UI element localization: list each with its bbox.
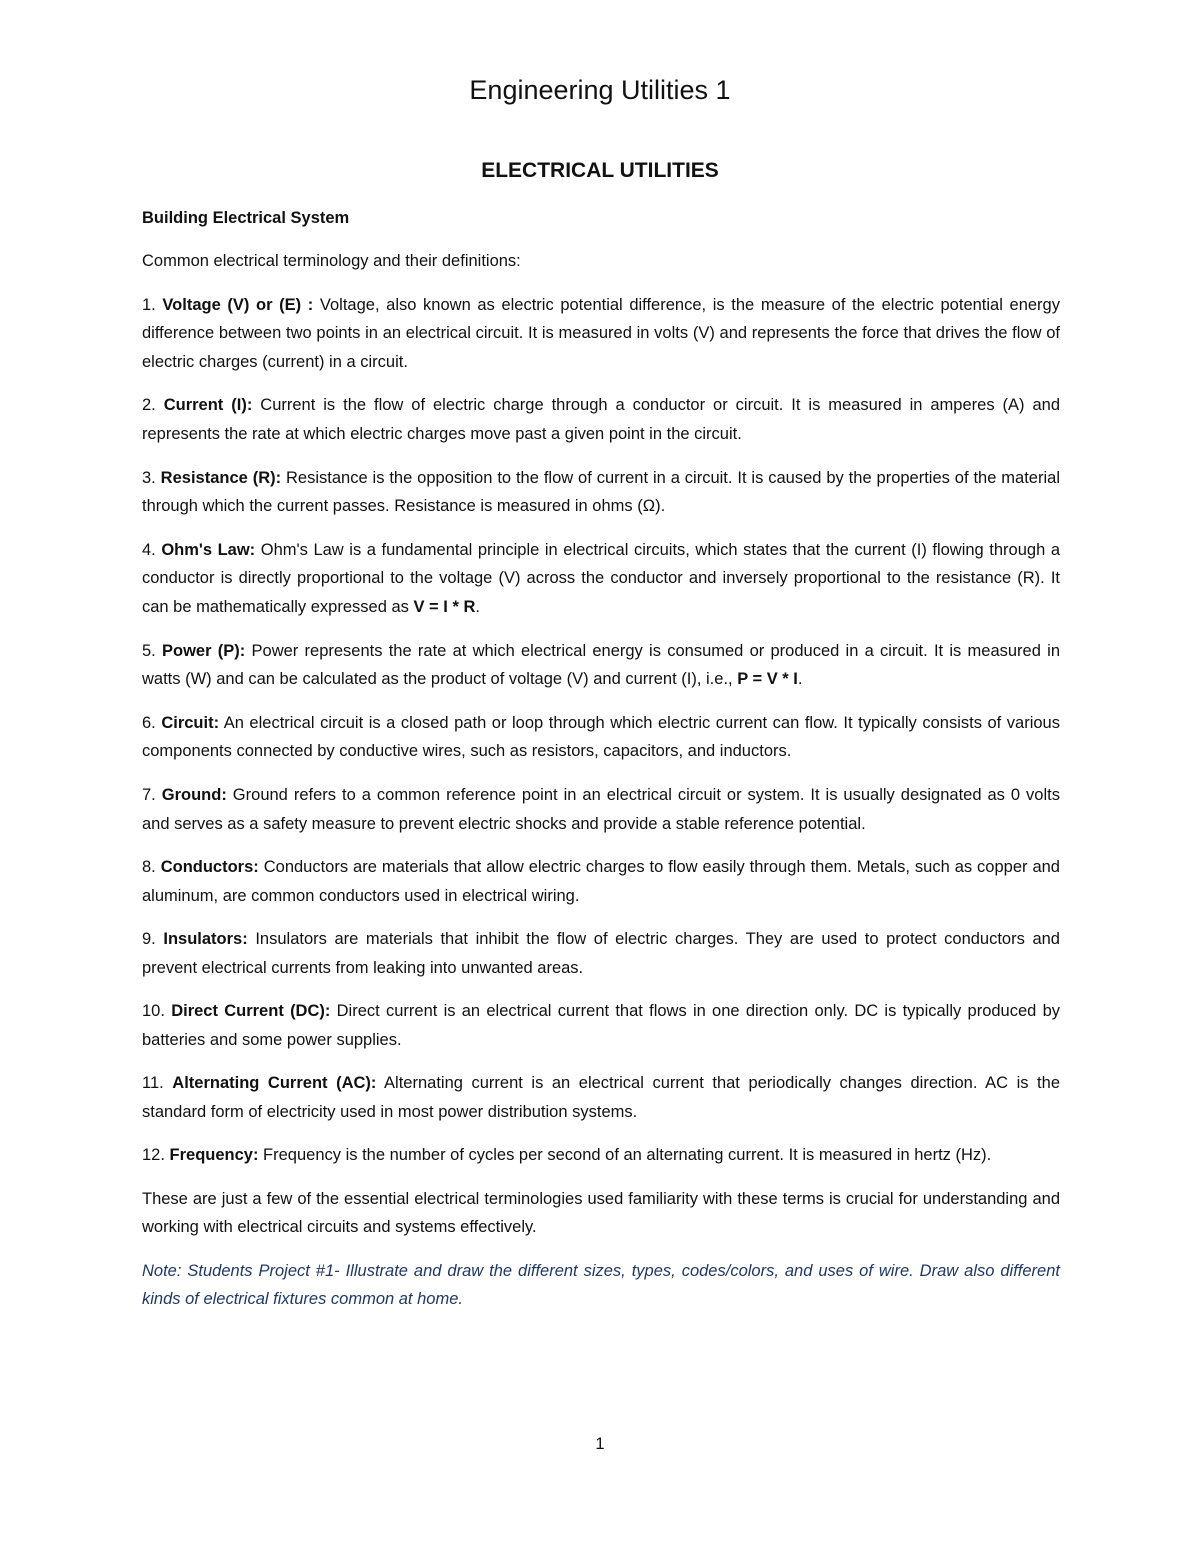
section-title: ELECTRICAL UTILITIES [481, 159, 719, 182]
formula: V = I * R [413, 598, 476, 617]
conclusion-paragraph: These are just a few of the essential electrical terminologies used familiarity with these terms is crucial for understanding and working with electrical circuits and systems effectively. [142, 1189, 1060, 1237]
term-number: 3. [142, 468, 161, 487]
term-number: 7. [142, 785, 162, 804]
term-definition: Voltage, also known as electric potential difference, is the measure of the electric potential energy difference between two points in an electrical circuit. It is measured in volts (V) and represents the force that drives the flow of electric charges (current) in a circuit. [142, 295, 1060, 372]
term-resistance [142, 464, 1060, 522]
term-definition: Ground refers to a common reference point in an electrical circuit or system. It is usually designated as 0 volts and serves as a safety measure to prevent electric shocks and provide a stable reference potential. [142, 785, 1060, 833]
term-number: 5. [142, 641, 163, 660]
formula: P = V * I [737, 670, 798, 689]
term-definition: Power represents the rate at which electrical energy is consumed or produced in a circuit. It is measured in watts (W) and can be calculated as the product of voltage (V) and current (I), i.e., [142, 641, 1060, 689]
term-definition: Alternating current is an electrical current that periodically changes direction. AC is the standard form of electricity used in most power distribution systems. [142, 1074, 1060, 1121]
term-tail: . [797, 670, 803, 689]
term-definition: Ohm's Law is a fundamental principle in electrical circuits, which states that the current (I) flowing through a conductor is directly proportional to the voltage (V) across the conductor and inversely proportional to the resistance (R). It can be mathematically expressed as [142, 540, 1060, 617]
document-body [142, 204, 1060, 1329]
term-tail: . [475, 598, 480, 617]
term-definition: Current is the flow of electric charge through a conductor or circuit. It is measured in amperes (A) and represents the rate at which electric charges move past a given point in the circuit. [142, 396, 1060, 444]
term-definition: Frequency is the number of cycles per second of an alternating current. It is measured in hertz (Hz). [258, 1146, 992, 1165]
term-number: 4. [142, 540, 162, 559]
term-label: Resistance (R): [160, 468, 282, 487]
term-number: 6. [142, 713, 162, 732]
intro-paragraph: Common electrical terminology and their definitions: [142, 252, 521, 271]
term-frequency [142, 1141, 1060, 1170]
term-voltage [142, 291, 1060, 377]
term-label: Ground: [161, 785, 227, 804]
term-definition: Insulators are materials that inhibit the flow of electric charges. They are used to protect conductors and prevent electrical currents from leaking into unwanted areas. [142, 929, 1060, 977]
subheading-paragraph [142, 204, 1060, 233]
term-number: 2. [142, 396, 164, 415]
term-label: Conductors: [160, 857, 259, 876]
term-ground [142, 781, 1060, 839]
project-note: Note: Students Project #1- Illustrate and draw the different sizes, types, codes/colors, and uses of wire. Draw also different kinds of electrical fixtures common at home. [142, 1261, 1060, 1309]
term-circuit [142, 709, 1060, 767]
term-number: 1. [142, 295, 163, 314]
term-conductors [142, 853, 1060, 911]
term-insulators [142, 925, 1060, 983]
term-direct-current [142, 997, 1060, 1055]
term-current [142, 391, 1060, 449]
term-alternating-current [142, 1069, 1060, 1127]
term-power [142, 637, 1060, 695]
term-number: 12. [142, 1146, 170, 1165]
term-definition: Resistance is the opposition to the flow of current in a circuit. It is caused by the properties of the material through which the current passes. Resistance is measured in ohms (Ω). [142, 468, 1060, 516]
term-number: 8. [142, 857, 161, 876]
term-label: Insulators: [163, 929, 248, 948]
term-number: 9. [142, 929, 164, 948]
term-definition: An electrical circuit is a closed path or loop through which electric current can flow. It typically consists of various components connected by conductive wires, such as resistors, capacitors, and inductors. [142, 713, 1060, 761]
term-definition: Direct current is an electrical current that flows in one direction only. DC is typically produced by batteries and some power supplies. [142, 1002, 1061, 1049]
term-label: Circuit: [161, 713, 220, 732]
term-definition: Conductors are materials that allow electric charges to flow easily through them. Metals, such as copper and aluminum, are common conductors used in electrical wiring. [142, 857, 1060, 905]
term-label: Frequency: [169, 1146, 259, 1165]
term-label: Ohm's Law: [161, 540, 256, 559]
term-label: Current (I): [163, 396, 253, 415]
term-label: Voltage (V) or (E) : [162, 295, 314, 314]
subheading: Building Electrical System [142, 209, 350, 227]
term-number: 10. [142, 1002, 172, 1021]
page-number: 1 [595, 1435, 605, 1453]
term-label: Alternating Current (AC): [172, 1074, 377, 1093]
term-ohms-law [142, 536, 1060, 622]
term-number: 11. [142, 1074, 173, 1093]
term-label: Power (P): [162, 641, 246, 660]
document-title: Engineering Utilities 1 [469, 75, 731, 105]
term-label: Direct Current (DC): [171, 1002, 331, 1021]
